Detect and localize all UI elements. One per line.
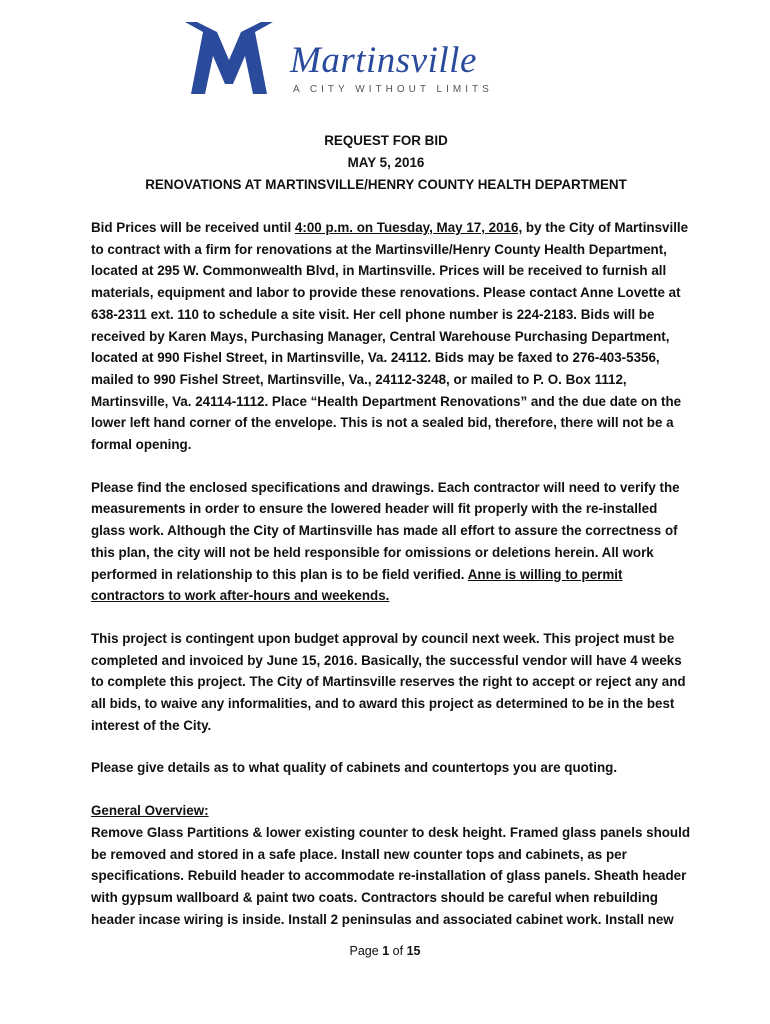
page-word: Page [349,944,379,958]
general-overview-title: General Overview: [91,803,209,819]
general-overview-text: Remove Glass Partitions & lower existing counter to desk height. Framed glass panels should be removed and stored in a safe place. Install new counter tops and cabinets, as per specifications. Rebuild header to accommodate re-installation of glass panels. Sheath header with gypsum wallboard & paint two coats. Contractors should be careful when rebuilding header incase wiring is inside. Install 2 peninsulas and associated cabinet work. Install new [91,824,691,927]
heading-subject: RENOVATIONS AT MARTINSVILLE/HENRY COUNTY HEALTH DEPARTMENT [145,177,627,192]
martinsville-m-logo-icon [183,22,275,94]
page-number: 1 [382,944,390,958]
specifications-text: Please find the enclosed specifications and drawings. Each contractor will need to verify the measurements in order to ensure the lowered header will fit properly with the re-installed glass work. Although the City of Martinsville has made all effort to assure the correctness of this plan, the city will not be held responsible for omissions or deletions herein. All work performed in relationship to this plan is to be field verified. [91,479,680,582]
page-total: 15 [406,944,421,958]
paragraph-contingency: This project is contingent upon budget approval by council next week. This project must be completed and invoiced by June 15, 2016. Basically, the successful vendor will have 4 weeks to complete this project. The City of Martinsville reserves the right to accept or reject any and all bids, to waive any informalities, and to award this project as determined to be in the best interest of the City. [91,630,686,733]
paragraph-cabinet-details: Please give details as to what quality of cabinets and countertops you are quoting. [91,760,618,776]
bid-info-body: by the City of Martinsville to contract with a firm for renovations at the Martinsville/Henry County Health Department, located at 295 W. Commonwealth Blvd, in Martinsville. Prices will be received to furnish all materials, equipment and labor to provide these renovations. Please contact Anne Lovette at 638-2311 ext. 110 to schedule a site visit. Her cell phone number is 224-2183. Bids will be received by Karen Mays, Purchasing Manager, Central Warehouse Purchasing Department, located at 990 Fishel Street, in Martinsville, Va. 24112. Bids may be faxed to 276-403-5356, mailed to 990 Fishel Street, Martinsville, Va., 24112-3248, or mailed to P. O. Box 1112, Martinsville, Va. 24114-1112. Place “Health Department Renovations” and the due date on the lower left hand corner of the envelope. This is not a sealed bid, therefore, there will not be a formal opening. [91,220,689,453]
bid-info-intro: Bid Prices will be received until [91,220,295,235]
after-hours-note: Anne is willing to permit contractors to work after-hours and weekends. [91,566,623,604]
bid-deadline: 4:00 p.m. on Tuesday, May 17, 2016, [294,220,523,235]
general-overview-section [91,800,691,930]
city-logo [183,22,513,102]
paragraph-bid-info [91,217,691,456]
heading-title: REQUEST FOR BID [324,133,448,148]
document-heading [81,130,691,196]
logo-city-name: Martinsville [290,40,477,81]
of-word: of [392,944,404,958]
page-footer [0,944,770,958]
paragraph-specifications [91,477,691,607]
heading-date: MAY 5, 2016 [347,155,425,170]
logo-tagline: A CITY WITHOUT LIMITS [293,84,493,95]
document-body [91,130,691,930]
